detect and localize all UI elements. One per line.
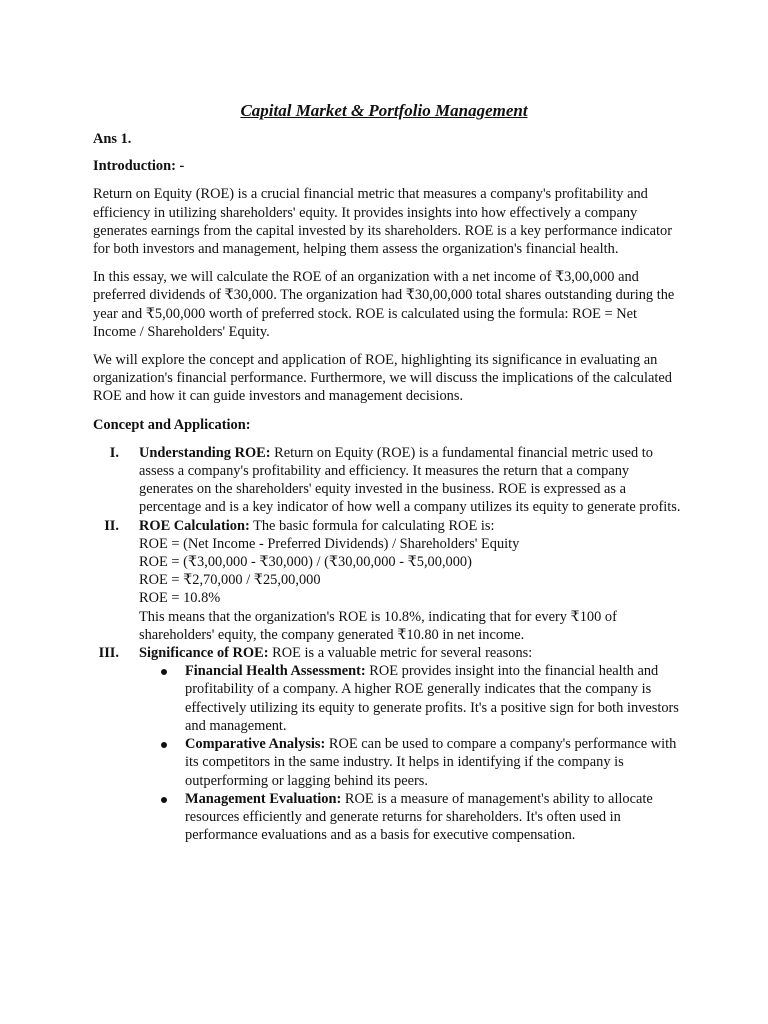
calculation-line: ROE = ₹2,70,000 / ₹25,00,000	[139, 572, 321, 589]
section-label: ROE Calculation:	[139, 517, 250, 534]
calculation-conclusion: This means that the organization's ROE is 10.8%, indicating that for every ₹100 of shareholders' equity, the company generated ₹10.80 in net income.	[139, 608, 617, 643]
bullet-item	[139, 735, 683, 790]
section-text: The basic formula for calculating ROE is:	[249, 517, 495, 534]
significance-bullets	[139, 662, 683, 844]
bullet-text: ROE can be used to compare a company's performance with its competitors in the same industry. It helps in identifying if the company is outperforming or lagging behind its peers.	[185, 736, 677, 789]
answer-heading: Ans 1.	[93, 131, 132, 147]
bullet-label: Comparative Analysis:	[185, 736, 326, 753]
bullet-text: ROE provides insight into the financial health and profitability of a company. A higher ROE generally indicates that the company is effectively utilizing its equity to generate profits. It's a positive sign for both investors and management.	[185, 663, 679, 734]
bullet-label: Financial Health Assessment:	[185, 663, 366, 680]
section-numeral: III.	[98, 645, 119, 662]
bullet-item	[139, 662, 683, 735]
document-body	[93, 130, 683, 844]
section-text: Return on Equity (ROE) is a fundamental financial metric used to assess a company's profitability and efficiency. It measures the return that a company generates on the shareholders' equity invested in the business. ROE is expressed as a percentage and is a key indicator of how well a company utilizes its equity to generate profits.	[139, 444, 681, 516]
calculation-line: ROE = (₹3,00,000 - ₹30,000) / (₹30,00,000 - ₹5,00,000)	[139, 554, 472, 571]
introduction-heading: Introduction: -	[93, 158, 185, 175]
section-roe-calculation	[93, 517, 683, 644]
section-numeral: I.	[109, 444, 119, 461]
calculation-block	[139, 535, 683, 644]
concept-heading: Concept and Application:	[93, 416, 251, 433]
sections-list	[93, 444, 683, 844]
intro-paragraph: We will explore the concept and application of ROE, highlighting its significance in evaluating an organization's financial performance. Furthermore, we will discuss the implications of the calculated ROE and how it can guide investors and management decisions.	[93, 352, 672, 405]
bullet-icon	[161, 669, 167, 675]
section-label: Understanding ROE:	[139, 444, 271, 461]
section-understanding-roe	[93, 444, 683, 517]
bullet-item	[139, 790, 683, 845]
section-text: ROE is a valuable metric for several reasons:	[268, 645, 533, 662]
section-significance-roe	[93, 644, 683, 844]
bullet-icon	[161, 797, 167, 803]
section-label: Significance of ROE:	[139, 645, 269, 662]
calculation-line: ROE = (Net Income - Preferred Dividends) / Shareholders' Equity	[139, 535, 520, 552]
bullet-text: ROE is a measure of management's ability to allocate resources efficiently and generate returns for shareholders. It's often used in performance evaluations and as a basis for executive compensation.	[185, 790, 653, 844]
bullet-label: Management Evaluation:	[185, 790, 342, 807]
intro-paragraph: Return on Equity (ROE) is a crucial financial metric that measures a company's profitability and efficiency in utilizing shareholders' equity. It provides insights into how effectively a company generates earnings from the capital invested by its shareholders. ROE is a key performance indicator for both investors and management, helping them assess the organization's financial health.	[93, 186, 673, 258]
section-numeral: II.	[104, 517, 119, 534]
document-title: Capital Market & Portfolio Management	[240, 101, 528, 120]
calculation-line: ROE = 10.8%	[139, 590, 221, 607]
bullet-icon	[161, 742, 167, 748]
intro-paragraph: In this essay, we will calculate the ROE of an organization with a net income of ₹3,00,000 and preferred dividends of ₹30,000. The organization had ₹30,00,000 total shares outstanding during the year and ₹5,00,000 worth of preferred stock. ROE is calculated using the formula: ROE = Net Income / Shareholders' Equity.	[93, 269, 675, 340]
